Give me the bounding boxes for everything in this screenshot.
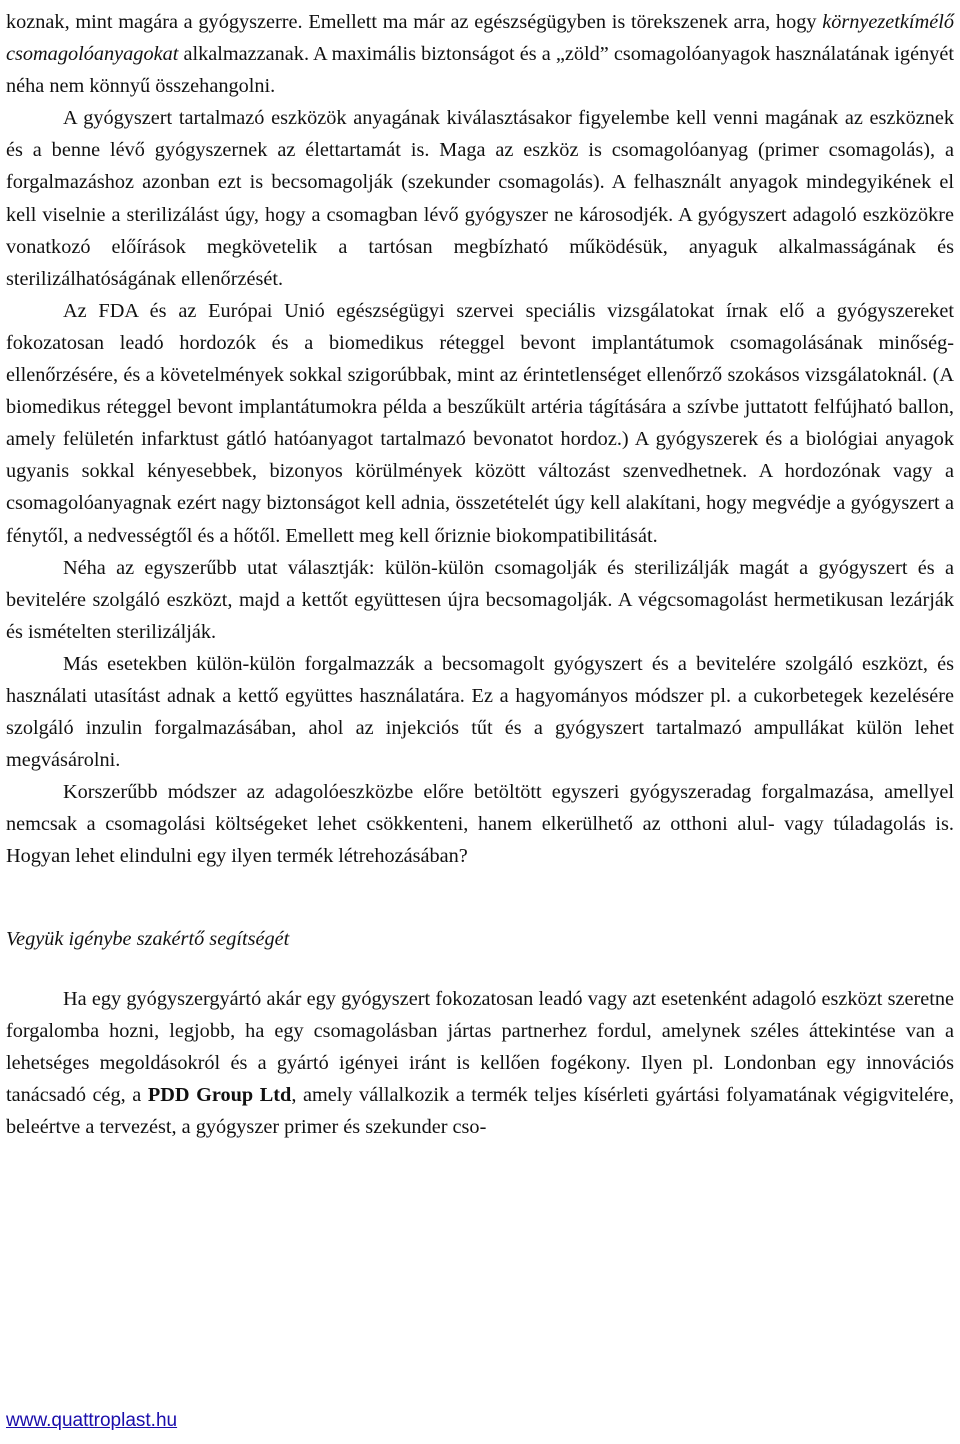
paragraph-7: Ha egy gyógyszergyártó akár egy gyógyszert fokozatosan leadó vagy azt esetenként adagoló eszközt szeretne forgalomba hozni, legjobb, ha egy csomagolásban jártas partnerhez fordul, amelynek széles áttekintése van a lehetséges megoldásokról és a gyártó igényei iránt is kellően fogékony. Ilyen pl. Londonban egy innovációs tanácsadó cég, a PDD Group Ltd, amely vállalkozik a termék teljes kísérleti gyártási folyamatának végigvitelére, beleértve a tervezést, a gyógyszer primer és szekunder cso- bbox=[6, 987, 954, 1138]
paragraph-3: Az FDA és az Európai Unió egészségügyi szervei speciális vizsgálatokat írnak elő a gyógyszereket fokozatosan leadó hordozók és a biomedikus réteggel bevont implantátumok csomagolásának minőség-ellenőrzésére, és a követelmények sokkal szigorúbbak, mint az érintetlenséget ellenőrző szokásos vizsgálatoknál. (A biomedikus réteggel bevont implantátumokra példa a beszűkült artéria tágítására a szívbe juttatott felfújható ballon, amely felületén infarktust gátló hatóanyagot tartalmazó bevonatot hordoz.) A gyógyszerek és a biológiai anyagok ugyanis sokkal kényesebbek, bizonyos körülmények között változást szenvedhetnek. A hordozónak vagy a csomagolóanyagnak ezért nagy biztonságot kell adnia, összetételét úgy kell alakítani, hogy megvédje a gyógyszert a fénytől, a nedvességtől és a hőtől. Emellett meg kell őriznie biokompatibilitását. bbox=[6, 299, 954, 547]
company-name: PDD Group Ltd bbox=[147, 1083, 292, 1106]
paragraph-2: A gyógyszert tartalmazó eszközök anyagának kiválasztásakor figyelembe kell venni magának az eszköznek és a benne lévő gyógyszernek az élettartamát is. Maga az eszköz is csomagolóanyag (primer csomagolás), a forgalmazáshoz azonban ezt is becsomagolják (szekunder csomagolás). A felhasznált anyagok mindegyikének el kell viselnie a sterilizálást úgy, hogy a csomagban lévő gyógyszer ne károsodjék. A gyógyszert adagoló eszközökre vonatkozó előírások megkövetelik a tartósan megbízható működésük, anyaguk alkalmasságának és sterilizálhatóságának ellenőrzését. bbox=[6, 107, 954, 290]
paragraph-6: Korszerűbb módszer az adagolóeszközbe előre betöltött egyszeri gyógyszeradag forgalmazása, amellyel nemcsak a csomagolási költségeket lehet csökkenteni, hanem elkerülhető az otthoni alul- vagy túladagolás is. Hogyan lehet elindulni egy ilyen termék létrehozásában? bbox=[6, 781, 954, 868]
section-heading: Vegyük igénybe szakértő segítségét bbox=[6, 927, 290, 950]
footer-website-link[interactable]: www.quattroplast.hu bbox=[6, 1410, 178, 1431]
document-body bbox=[6, 6, 954, 1143]
italic-phrase: környezetkímélő csomagolóanyagokat bbox=[6, 11, 954, 66]
paragraph-5: Más esetekben külön-külön forgalmazzák a becsomagolt gyógyszert és a bevitelére szolgáló eszközt, és használati utasítást adnak a kettő együttes használatára. Ez a hagyományos módszer pl. a cukorbetegek kezelésére szolgáló inzulin forgalmazásában, ahol az injekciós tűt és a gyógyszert tartalmazó ampullákat külön lehet megvásárolni. bbox=[6, 652, 954, 772]
paragraph-4: Néha az egyszerűbb utat választják: külön-külön csomagolják és sterilizálják magát a gyógyszert és a bevitelére szolgáló eszközt, majd a kettőt együttesen újra becsomagolják. A végcsomagolást hermetikusan lezárják és ismételten sterilizálják. bbox=[6, 556, 954, 643]
paragraph-1: koznak, mint magára a gyógyszerre. Emellett ma már az egészségügyben is törekszenek arra, hogy környezetkímélő csomagolóanyagokat alkalmazzanak. A maximális biztonságot és a „zöld” csomagolóanyagok használatának igényét néha nem könnyű összehangolni. bbox=[6, 11, 954, 98]
